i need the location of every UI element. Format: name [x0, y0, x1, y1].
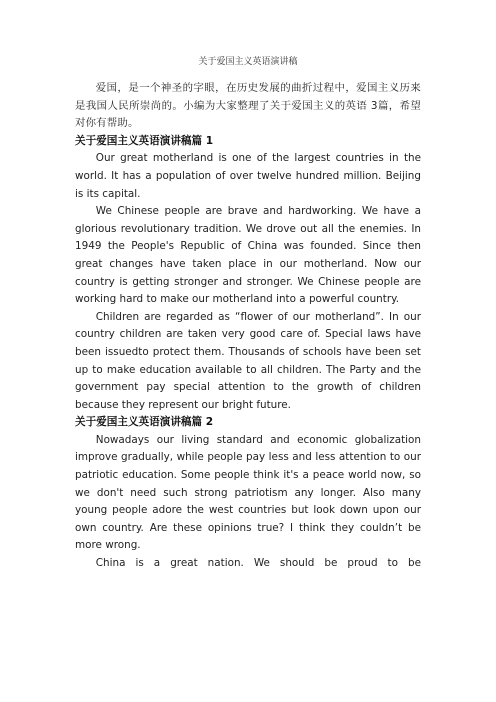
section-1-paragraph-1: Our great motherland is one of the largest countries in the world. It has a population of over twelve hundred million. Beijing is its capital.	[75, 152, 421, 200]
section-1-paragraph-2: We Chinese people are brave and hardworking. We have a glorious revolutionary tradition. We drove out all the enemies. In 1949 the People's Republic of China was founded. Since then great changes have taken place in our motherland. Now our country is getting stronger and stronger. We Chinese people are working hard to make our motherland into a powerful country.	[75, 205, 421, 306]
section-heading-2: 关于爱国主义英语演讲稿篇 2	[75, 416, 214, 429]
section-1-paragraph-3: Children are regarded as “flower of our motherland”. In our country children are taken very good care of. Special laws have been issuedto protect them. Thousands of schools have been set up to make education available to all children. The Party and the government pay special attention to the growth of children because they represent our bright future.	[75, 310, 421, 411]
intro-paragraph: 爱国，是一个神圣的字眼，在历史发展的曲折过程中，爱国主义历来是我国人民所崇尚的。小编为大家整理了关于爱国主义的英语 3篇，希望对你有帮助。	[75, 82, 421, 130]
article-body	[75, 80, 421, 573]
running-title: 关于爱国主义英语演讲稿	[198, 57, 298, 67]
section-2-paragraph-1: Nowadays our living standard and economic globalization improve gradually, while people pay less and less attention to our patriotic education. Some people think it's a peace world now, so we don't need such strong patriotism any longer. Also many young people adore the west countries but look down upon our own country. Are these opinions true? I think they couldn’t be more wrong.	[75, 433, 421, 552]
section-heading-1: 关于爱国主义英语演讲稿篇 1	[75, 134, 214, 147]
section-2-paragraph-2: China is a great nation. We should be proud to be	[95, 557, 421, 570]
